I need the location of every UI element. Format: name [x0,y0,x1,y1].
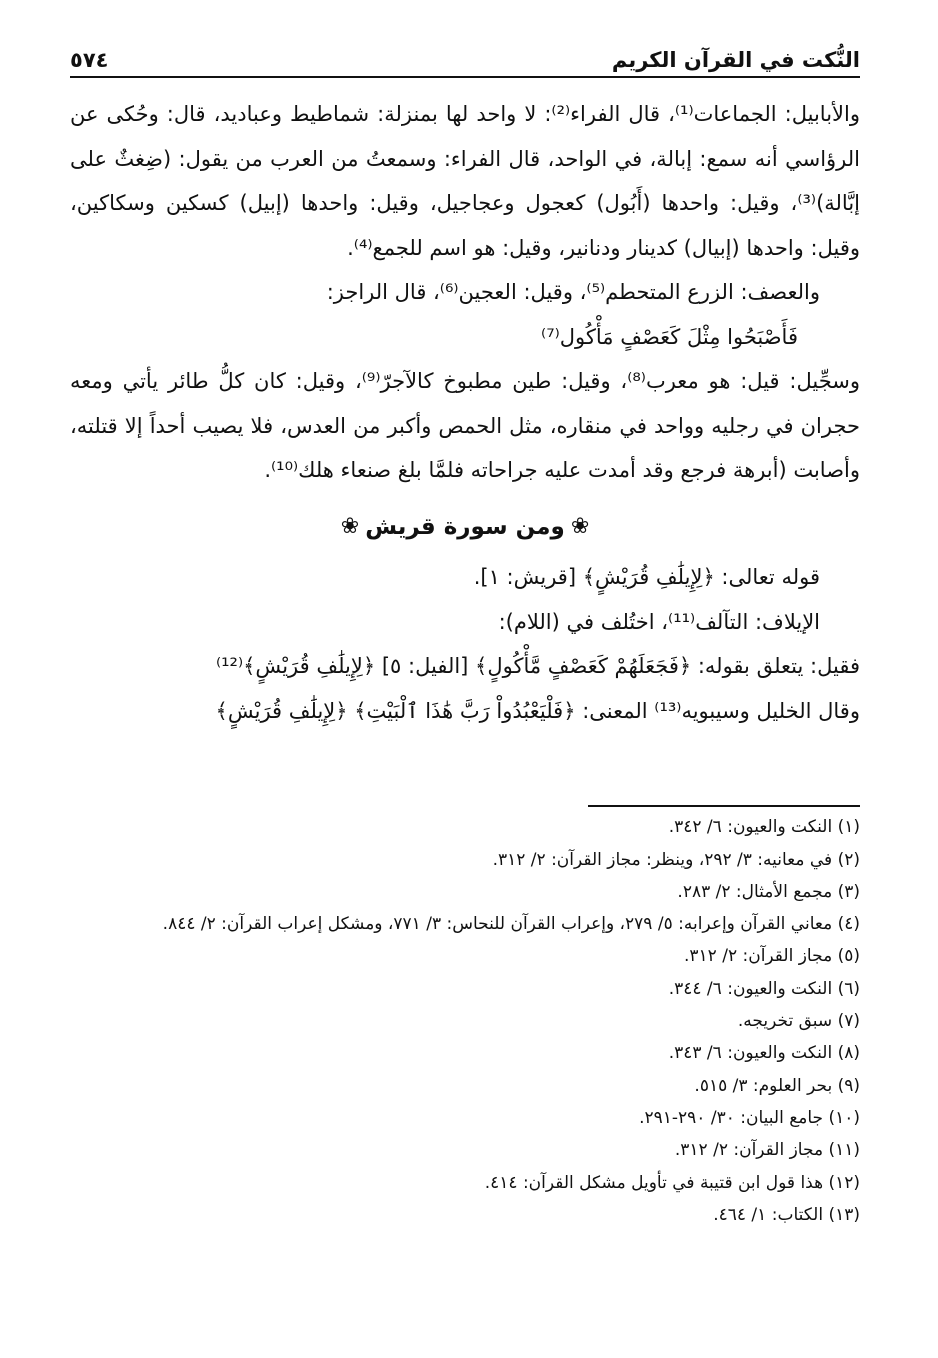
paragraph-sijjil: وسجِّيل: قيل: هو معرب⁽⁸⁾، وقيل: طين مطبوخ كالآجرّ⁽⁹⁾، وقيل: كان كلُّ طائر يأتي ومعه حجران في رجليه وواحد في منقاره، مثل الحمص وأكبر من العدس، فلا يصيب أحداً إلا قتلته، وأصابت (أبرهة فرجع وقد أمدت عليه جراحاته فلمَّا بلغ صنعاء هلك⁽¹⁰⁾. [70,369,861,482]
footnote-item: (٧) سبق تخريجه. [737,1011,860,1032]
main-text [70,92,860,733]
footnote-item: (٢) في معانيه: ٣/ ٢٩٢، وينظر: مجاز القرآن: ٢/ ٣١٢. [492,849,860,870]
footnote-item: (١٢) هذا قول ابن قتيبة في تأويل مشكل القرآن: ٤١٤. [484,1172,860,1193]
surah-heading [70,505,860,550]
footnote-separator [588,805,860,807]
book-page [70,28,860,1338]
footnote-item: (١) النكت والعيون: ٦/ ٣٤٢. [668,817,860,838]
footnote-item: (٣) مجمع الأمثال: ٢/ ٢٨٣. [677,881,860,902]
running-header [70,28,860,78]
poetry-verse: فَأَصْبَحُوا مِثْلَ كَعَصْفٍ مَأْكُول⁽⁷⁾ [541,324,798,349]
footnote-item: (٨) النكت والعيون: ٦/ ٣٤٣. [668,1043,860,1064]
ornament-right-icon: ❀ [570,513,590,539]
paragraph-asf: والعصف: الزرع المتحطم⁽⁵⁾، وقيل: العجين⁽⁶⁾، قال الراجز: [326,280,820,304]
footnote-item: (٦) النكت والعيون: ٦/ ٣٤٤. [668,978,860,999]
paragraph-verse-quote: قوله تعالى: ﴿لِإِيلَٰفِ قُرَيْشٍ﴾ [قريش: ١]. [473,565,820,590]
surah-heading-text: ومن سورة قريش [365,513,565,540]
footnote-item: (٤) معاني القرآن وإعرابه: ٥/ ٢٧٩، وإعراب القرآن للنحاس: ٣/ ٧٧١، ومشكل إعراب القرآن: ٢/ ٨٤٤. [162,914,860,935]
paragraph-ababil: والأبابيل: الجماعات⁽¹⁾، قال الفراء⁽²⁾: لا واحد لها بمنزلة: شماطيط وعباديد، قال: وحُكى عن الرؤاسي أنه سمع: إبالة، في الواحد، قال الفراء: وسمعتُ من العرب من يقول: (ضِغثٌ على إبَّالة)⁽³⁾، وقيل: واحدها (أَبُول) كعجول وعجاجيل، وقيل: واحدها (إبيل) كسكين وسكاكين، وقيل: واحدها (إبيال) كدينار ودنانير، وقيل: هو اسم للجمع⁽⁴⁾. [70,102,861,260]
paragraph-ilaf: الإيلاف: التآلف⁽¹¹⁾، اختُلف في (اللام): [498,609,820,634]
ornament-left-icon: ❀ [340,513,360,539]
page-title: النُّكت في القرآن الكريم [611,48,860,72]
footnote-item: (٥) مجاز القرآن: ٢/ ٣١٢. [683,946,860,967]
footnote-item: (١٠) جامع البيان: ٣٠/ ٢٩٠-٢٩١. [639,1107,860,1128]
paragraph-lam-first: فقيل: يتعلق بقوله: ﴿فَجَعَلَهُمْ كَعَصْفٍ مَّأْكُولٍ﴾ [الفيل: ٥] ﴿لِإِيلَٰفِ قُرَيْشٍ﴾⁽¹²⁾ [215,654,860,679]
footnote-item: (٩) بحر العلوم: ٣/ ٥١٥. [694,1075,860,1096]
paragraph-lam-second: وقال الخليل وسيبويه⁽¹³⁾ المعنى: ﴿فَلْيَعْبُدُواْ رَبَّ هَٰذَا ٱلْبَيْتِ﴾ ﴿لِإِيلَٰفِ قُرَيْشٍ﴾ [215,698,860,723]
page-number: ٥٧٤ [70,48,109,72]
footnotes [70,811,860,1231]
footnote-item: (١٣) الكتاب: ١/ ٤٦٤. [713,1204,860,1225]
footnote-item: (١١) مجاز القرآن: ٢/ ٣١٢. [674,1140,860,1161]
